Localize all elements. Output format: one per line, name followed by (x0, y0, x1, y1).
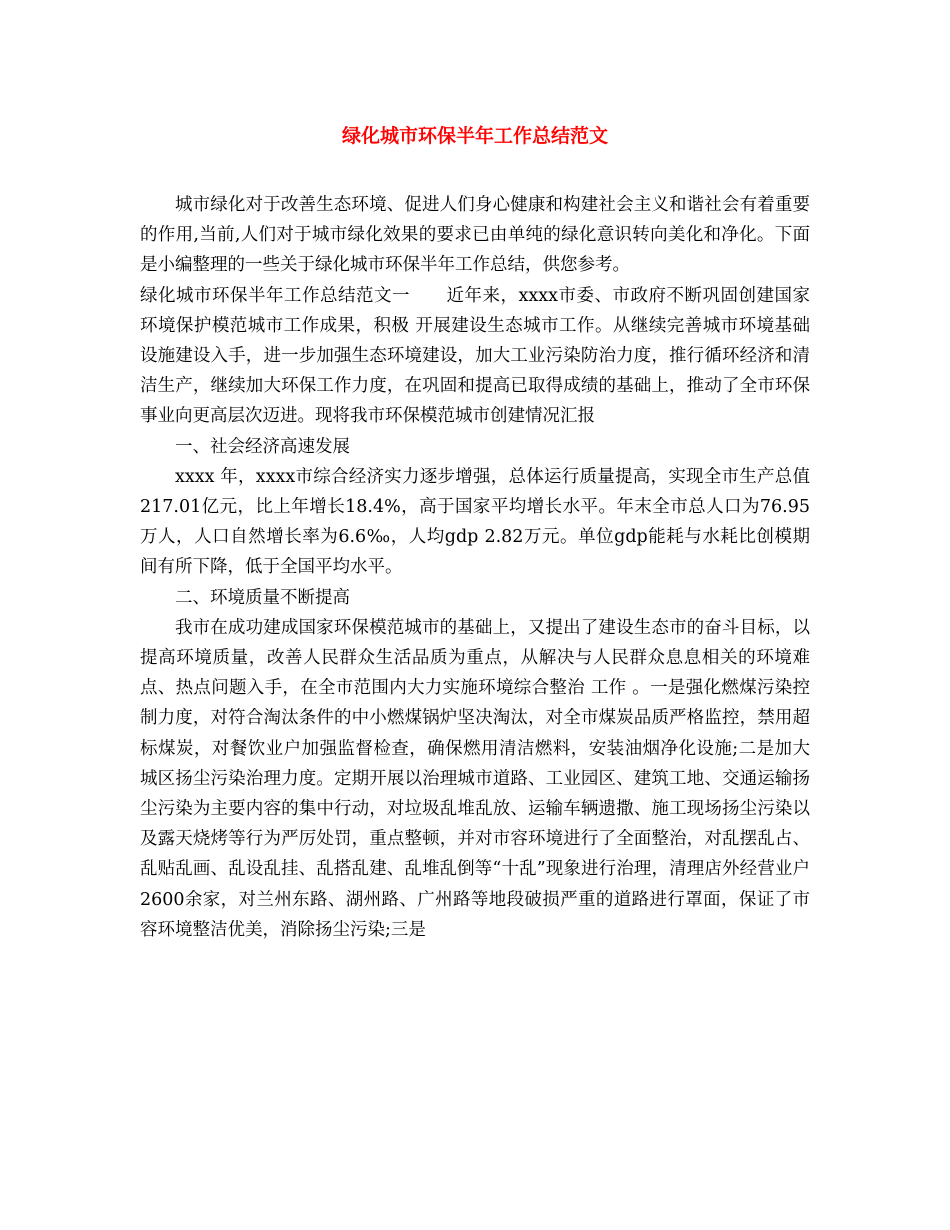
section-one-label: 绿化城市环保半年工作总结范文一 (140, 285, 411, 306)
heading-environment: 二、环境质量不断提高 (175, 587, 350, 608)
document-title: 绿化城市环保半年工作总结范文 (341, 125, 608, 147)
environment-paragraph: 我市在成功建成国家环保模范城市的基础上，又提出了建设生态市的奋斗目标，以提高环境质量，改善人民群众生活品质为重点，从解决与人民群众息息相关的环境难点、热点问题入手，在全市范围内大力实施环境综合整治 工作 。一是强化燃煤污染控制力度，对符合淘汰条件的中小燃煤锅炉坚决淘汰，对全市煤炭品质严格监控，禁用超标煤炭，对餐饮业户加强监督检查，确保燃用清洁燃料，安装油烟净化设施;二是加大城区扬尘污染治理力度。定期开展以治理城市道路、工业园区、建筑工地、交通运输扬尘污染为主要内容的集中行动，对垃圾乱堆乱放、运输车辆遗撒、施工现场扬尘污染以及露天烧烤等行为严厉处罚，重点整顿，并对市容环境进行了全面整治，对乱摆乱占、乱贴乱画、乱设乱挂、乱搭乱建、乱堆乱倒等“十乱”现象进行治理，清理店外经营业户2600余家，对兰州东路、湖州路、广州路等地段破损严重的道路进行罩面，保证了市容环境整洁优美，消除扬尘污染;三是 (140, 617, 810, 940)
heading-economy: 一、社会经济高速发展 (175, 436, 350, 457)
intro-paragraph: 城市绿化对于改善生态环境、促进人们身心健康和构建社会主义和谐社会有着重要的作用,当前,人们对于城市绿化效果的要求已由单纯的绿化意识转向美化和净化。下面是小编整理的一些关于绿化城市环保半年工作总结，供您参考。 (140, 195, 810, 276)
section-one-paragraph (140, 281, 810, 432)
document-body (140, 190, 810, 945)
economy-paragraph: xxxx 年，xxxx市综合经济实力逐步增强，总体运行质量提高，实现全市生产总值217.01亿元，比上年增长18.4%，高于国家平均增长水平。年末全市总人口为76.95万人，人口自然增长率为6.6‰，人均gdp 2.82万元。单位gdp能耗与水耗比创模期间有所下降，低于全国平均水平。 (140, 466, 810, 578)
section-one-text: 近年来，xxxx市委、市政府不断巩固创建国家环境保护模范城市工作成果，积极 开展建设生态城市工作。从继续完善城市环境基础设施建设入手，进一步加强生态环境建设，加大工业污染防治力度，推行循环经济和清洁生产，继续加大环保工作力度，在巩固和提高已取得成绩的基础上，推动了全市环保事业向更高层次迈进。现将我市环保模范城市创建情况汇报 (140, 285, 811, 427)
